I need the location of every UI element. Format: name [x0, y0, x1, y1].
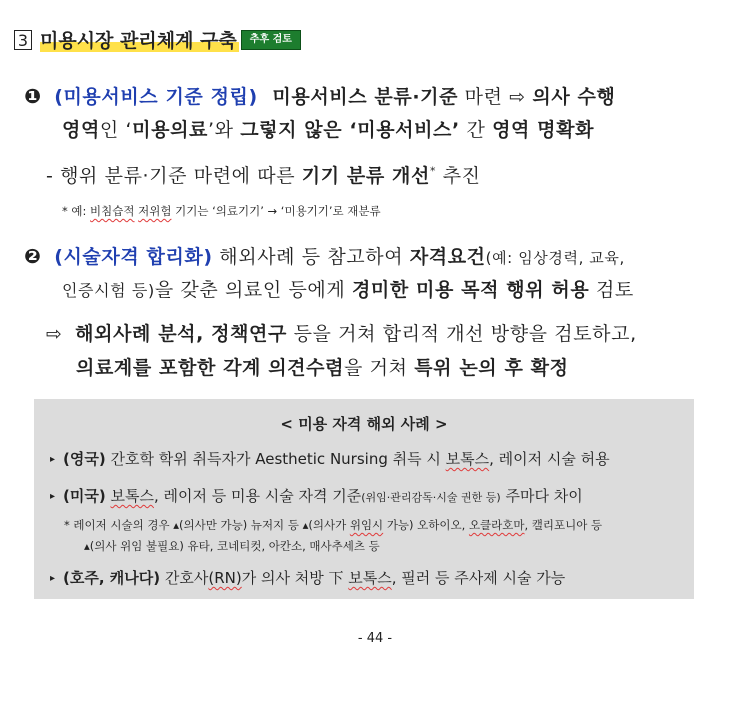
- case-us-text2: 주마다 차이: [500, 487, 583, 505]
- note1-word1: 비침습적: [90, 204, 135, 218]
- note-a-text2: 가능) 오하이오,: [383, 518, 469, 532]
- case-au-ca-text1: 간호사: [160, 569, 209, 587]
- bullet-icon: ▸: [50, 491, 56, 502]
- note-a-text1: * 레이저 시술의 경우 ▴(의사만 가능) 뉴저지 등 ▴(의사가: [64, 518, 350, 532]
- case-au-ca-text3: , 필러 등 주사제 시술 가능: [391, 569, 566, 587]
- case-us-small: (위임·관리감독·시술 권한 등): [361, 491, 501, 504]
- case-au-ca-label: (호주, 캐나다): [63, 569, 161, 587]
- item1-text4: 간: [459, 119, 493, 141]
- note-a-word1: 위임시: [349, 518, 384, 532]
- overseas-cases-box: [34, 399, 694, 599]
- sub1-text2: 추진: [436, 165, 481, 187]
- item2-text2: 을 갖춘 의료인 등에게: [154, 279, 352, 301]
- item1-bold1: 미용서비스 분류·기준: [272, 86, 459, 108]
- item1-bold5: 그렇지 않은 ‘미용서비스’: [240, 119, 460, 141]
- case-uk: [50, 448, 610, 469]
- arrow-text1: 등을 거쳐 합리적 개선 방향을 검토하고,: [286, 323, 637, 345]
- item1-line1: [24, 82, 615, 109]
- item2-bold2: 경미한 미용 목적 행위 허용: [351, 279, 590, 301]
- case-us-word1: 보톡스: [110, 487, 154, 505]
- arrow-text2: 을 거쳐: [344, 357, 415, 379]
- arrow-line1: [46, 319, 637, 346]
- box-caption: < 미용 자격 해외 사례 >: [280, 415, 448, 433]
- section-number: 3: [14, 30, 32, 50]
- section-title: 미용시장 관리체계 구축: [40, 30, 237, 52]
- item1-marker: ❶: [24, 84, 42, 108]
- case-au-ca: [50, 567, 565, 588]
- sub1-text1: - 행위 분류·기준 마련에 따른: [46, 165, 302, 187]
- arrow-line2: [76, 353, 569, 380]
- case-us-text1: , 레이저 등 미용 시술 자격 기준: [154, 487, 362, 505]
- case-us: [50, 485, 583, 506]
- status-badge: 추후 검토: [241, 30, 301, 50]
- section-header: [14, 26, 301, 54]
- item1-bold6: 영역 명확화: [492, 119, 595, 141]
- case-au-ca-text2: 가 의사 처방 下: [241, 569, 349, 587]
- bullet-icon: ▸: [50, 573, 56, 584]
- case-au-ca-word2: 보톡스: [348, 569, 392, 587]
- page-number: - 44 -: [357, 631, 393, 646]
- item1-bold4: 미용의료: [132, 119, 208, 141]
- arrow-bold2: 의료계를 포함한 각계 의견수렴: [76, 357, 345, 379]
- arrow-icon: ⇨: [46, 323, 63, 345]
- note-a-text3: , 캘리포니아 등: [524, 518, 603, 532]
- sub1-line: [46, 161, 481, 188]
- case-us-note-a: [64, 517, 602, 533]
- item1-text1: 마련 ⇨: [458, 86, 533, 108]
- item1-bold3: 영역: [62, 119, 100, 141]
- item1-text3: ’와: [207, 119, 241, 141]
- item2-line2: [62, 275, 634, 302]
- item1-bold2: 의사 수행: [532, 86, 616, 108]
- item2-small1: (예: 임상경력, 교육,: [485, 249, 625, 267]
- item2-small2: 인증시험 등): [62, 281, 155, 300]
- case-us-label: (미국): [63, 487, 106, 505]
- note1: [62, 203, 381, 219]
- item2-heading: (시술자격 합리화): [54, 246, 213, 268]
- arrow-bold3: 특위 논의 후 확정: [414, 357, 569, 379]
- case-uk-word1: 보톡스: [445, 450, 490, 468]
- item2-text1: 해외사례 등 참고하여: [212, 246, 410, 268]
- case-us-note-b: ▴(의사 위임 불필요) 유타, 코네티컷, 아칸소, 매사추세츠 등: [84, 539, 380, 553]
- case-uk-label: (영국): [63, 450, 106, 468]
- item1-line2: [62, 115, 594, 142]
- item1-heading: (미용서비스 기준 정립): [54, 86, 258, 108]
- item1-text2: 인 ‘: [99, 119, 133, 141]
- note-a-word2: 오클라호마: [468, 518, 525, 532]
- case-au-ca-word1: (RN): [208, 569, 242, 587]
- note1-rest: 기기는 ‘의료기기’ → ‘미용기기’로 재분류: [171, 204, 381, 218]
- item2-marker: ❷: [24, 244, 42, 268]
- note1-prefix: * 예:: [62, 204, 91, 218]
- sub1-star: *: [429, 164, 437, 178]
- case-uk-text2: , 레이저 시술 허용: [489, 450, 610, 468]
- bullet-icon: ▸: [50, 454, 56, 465]
- item2-text3: 검토: [589, 279, 634, 301]
- item2-line1: [24, 242, 625, 269]
- item2-bold1: 자격요건: [409, 246, 486, 268]
- note1-word2: 저위험: [138, 204, 172, 218]
- sub1-bold: 기기 분류 개선: [301, 165, 430, 187]
- case-uk-text1: 간호학 학위 취득자가 Aesthetic Nursing 취득 시: [105, 450, 446, 468]
- arrow-bold1: 해외사례 분석, 정책연구: [75, 323, 287, 345]
